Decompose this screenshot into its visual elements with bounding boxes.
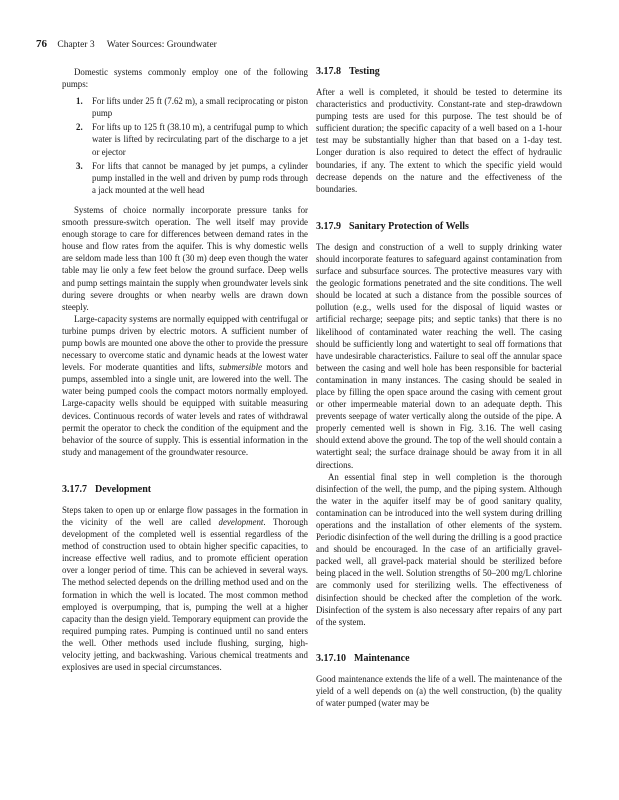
paragraph-sanitary-design: The design and construction of a well to supply drinking water should incorporate features to safeguard against contamination from surface and subsurface sources. The protective measures vary with the geologic formations penetrated and the site conditions. The well should be located at such a distance from the possible sources of pollution (e.g., wells used for the disposal of liquid wastes or artificial recharge; seepage pits; and septic tanks) that there is no likelihood of contaminated water reaching the well. The casing should be sufficiently long and watertight to seal off formations that have undesirable characteristics. Failure to seal off the annular space between the casing and well hole has been responsible for bacterial contamination in many instances. The casing should be sealed in place by filling the open space around the casing with cement grout or other impermeable material down to an adequate depth. This prevents seepage of water vertically along the outside of the pipe. A properly cemented well is shown in Fig. 3.16. The well casing should extend above the ground. The top of the well should contain a watertight seal; the surface drainage should be away from it in all directions.	[316, 241, 562, 470]
chapter-label: Chapter 3	[57, 40, 95, 50]
list-text: For lifts up to 125 ft (38.10 m), a centrifugal pump to which water is lifted by recirculating part of the discharge to a jet or ejector	[92, 122, 308, 157]
paragraph-disinfection: An essential final step in well completion is the thorough disinfection of the well, the pump, and the piping system. Although the water in the aquifer itself may be of good sanitary quality, contamination can be introduced into the well system during drilling operations and the installation of other elements of the system. Periodic disinfection of the well during the drilling is a good practice and should be encouraged. In the case of an artificially gravel-packed well, all gravel-pack material should be sterilized before being placed in the well. Solution strengths of 50–200 mg/L chlorine are commonly used for sterilizing wells. The effectiveness of disinfection should be checked after the completion of the work. Disinfection of the system is also necessary after repairs of any part of the system.	[316, 471, 562, 627]
list-number: 2.	[76, 122, 83, 133]
running-header	[36, 38, 217, 50]
list-item	[76, 95, 308, 119]
section-heading-sanitary: 3.17.9 Sanitary Protection of Wells	[316, 220, 469, 232]
page-number: 76	[36, 38, 47, 50]
list-number: 3.	[76, 160, 83, 171]
list-number: 1.	[76, 96, 83, 107]
paragraph-large-capacity: Large-capacity systems are normally equipped with centrifugal or turbine pumps driven by electric motors. A sufficient number of pump bowls are mounted one above the other to provide the pressure necessary to overcome static and dynamic heads at the lowest water levels. For moderate quantities and lifts, submersible motors and pumps, assembled into a single unit, are lowered into the well. The water being pumped cools the compact motors normally employed. Large-capacity wells should be equipped with suitable measuring devices. Continuous records of water levels and rates of withdrawal permit the operator to check the condition of the equipment and the behavior of the source of supply. This is essential information in the study and management of the groundwater resource.	[62, 313, 308, 457]
left-column	[62, 66, 308, 673]
paragraph-storage: Systems of choice normally incorporate pressure tanks for smooth pressure-switch operation. The well itself may provide enough storage to care for differences between demand rates in the house and flow rates from the aquifer. This is why domestic wells are seldom made less than 100 ft (30 m) deep even though the water table may lie only a few feet below the ground surface. Deep wells and pump settings maintain the supply when groundwater levels sink during severe droughts or when nearby wells are drawn down steeply.	[62, 204, 308, 312]
chapter-title: Water Sources: Groundwater	[106, 40, 217, 50]
list-text: For lifts that cannot be managed by jet pumps, a cylinder pump installed in the well and driven by pump rods through a jack mounted at the well head	[92, 160, 308, 195]
pump-list	[62, 95, 308, 196]
paragraph-testing: After a well is completed, it should be tested to determine its characteristics and productivity. Constant-rate and step-drawdown pumping tests are used for this purpose. The test should be of sufficient duration; the specific capacity of a well based on a 1-hour test may be substantially higher than that based on a 1-day test. Longer duration is also required to detect the effect of hydraulic boundaries, if any. The extent to which the specific yield would decrease depends on the nature and the effectiveness of the boundaries.	[316, 87, 562, 194]
section-heading-maintenance: 3.17.10 Maintenance	[316, 652, 410, 664]
paragraph-maintenance: Good maintenance extends the life of a well. The maintenance of the yield of a well depends on (a) the well construction, (b) the quality of water pumped (water may be	[316, 673, 562, 709]
paragraph-development: Steps taken to open up or enlarge flow passages in the formation in the vicinity of the well are called development. Thorough development of the completed well is essential regardless of the method of construction used to obtain higher specific capacities, to increase effective well radius, and to promote efficient operation over a longer period of time. This can be achieved in several ways. The method selected depends on the drilling method used and on the formation in which the well is located. The most common method employed is overpumping, that is, pumping the well at a higher capacity than the design yield. Temporary equipment can provide the required pumping rates. Pumping is continued until no sand enters the well. Other methods used include flushing, surging, high-velocity jetting, and backwashing. Various chemical treatments and explosives are used in special circumstances.	[62, 504, 308, 673]
list-item	[76, 160, 308, 196]
emphasis-submersible: submersible	[219, 362, 263, 373]
section-heading-development: 3.17.7 Development	[62, 483, 152, 495]
pumps-intro: Domestic systems commonly employ one of the following pumps:	[62, 67, 308, 90]
emphasis-development: development	[218, 517, 264, 527]
list-text: For lifts under 25 ft (7.62 m), a small reciprocating or piston pump	[92, 96, 308, 119]
right-column	[316, 66, 562, 709]
section-heading-testing: 3.17.8 Testing	[316, 66, 380, 77]
list-item	[76, 121, 308, 157]
